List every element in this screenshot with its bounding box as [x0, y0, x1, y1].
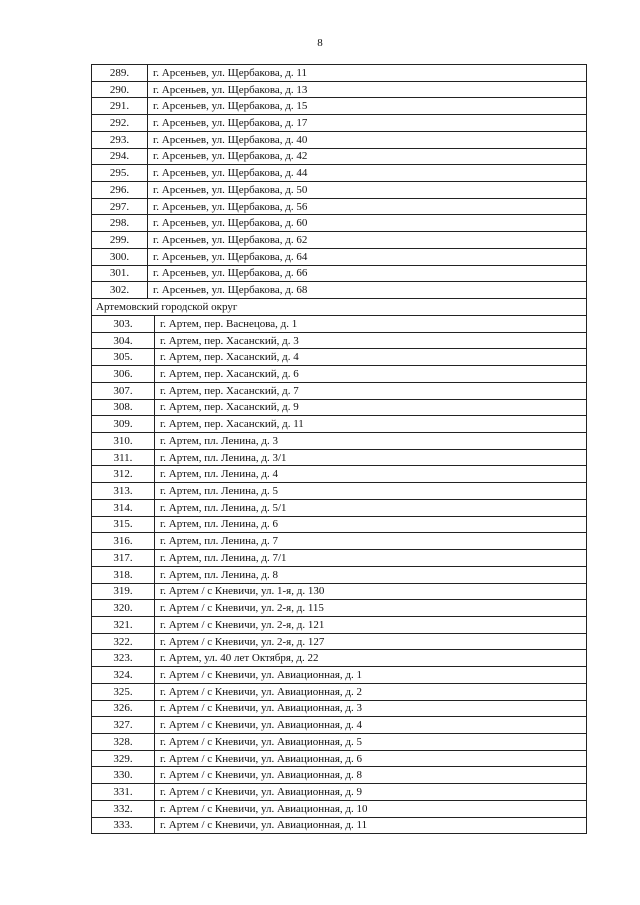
row-number: 318.	[92, 566, 155, 583]
row-number: 296.	[92, 182, 148, 199]
row-number: 307.	[92, 382, 155, 399]
row-address: г. Артем / с Кневичи, ул. Авиационная, д. 5	[155, 733, 587, 750]
table-row	[92, 316, 587, 333]
table-row	[92, 148, 587, 165]
row-number: 300.	[92, 248, 148, 265]
table-row	[92, 499, 587, 516]
row-address: г. Артем, пл. Ленина, д. 4	[155, 466, 587, 483]
table-row	[92, 466, 587, 483]
row-number: 297.	[92, 198, 148, 215]
table-row	[92, 817, 587, 834]
table-row	[92, 667, 587, 684]
row-address: г. Артем / с Кневичи, ул. 2-я, д. 121	[155, 616, 587, 633]
row-address: г. Арсеньев, ул. Щербакова, д. 17	[148, 115, 587, 132]
row-number: 313.	[92, 483, 155, 500]
row-number: 327.	[92, 717, 155, 734]
row-address: г. Арсеньев, ул. Щербакова, д. 11	[148, 65, 587, 82]
table-row	[92, 767, 587, 784]
table-row	[92, 81, 587, 98]
section-header-row	[92, 299, 587, 316]
table-row	[92, 733, 587, 750]
table-row	[92, 784, 587, 801]
table-row	[92, 65, 587, 82]
table-row	[92, 332, 587, 349]
row-number: 294.	[92, 148, 148, 165]
table-row	[92, 98, 587, 115]
section-1-body	[92, 65, 587, 299]
table-row	[92, 483, 587, 500]
row-address: г. Арсеньев, ул. Щербакова, д. 42	[148, 148, 587, 165]
row-number: 306.	[92, 366, 155, 383]
row-address: г. Арсеньев, ул. Щербакова, д. 56	[148, 198, 587, 215]
row-number: 316.	[92, 533, 155, 550]
table-row	[92, 583, 587, 600]
table-row	[92, 265, 587, 282]
row-number: 299.	[92, 232, 148, 249]
row-address: г. Артем, пл. Ленина, д. 3	[155, 433, 587, 450]
table-row	[92, 416, 587, 433]
row-address: г. Артем / с Кневичи, ул. Авиационная, д. 1	[155, 667, 587, 684]
table-row	[92, 616, 587, 633]
row-address: г. Артем, пл. Ленина, д. 6	[155, 516, 587, 533]
row-address: г. Артем / с Кневичи, ул. Авиационная, д. 2	[155, 683, 587, 700]
table-row	[92, 198, 587, 215]
row-number: 304.	[92, 332, 155, 349]
section-2-header-body	[92, 299, 587, 316]
row-number: 323.	[92, 650, 155, 667]
table-row	[92, 650, 587, 667]
table-row	[92, 115, 587, 132]
table-row	[92, 449, 587, 466]
table-row	[92, 550, 587, 567]
table-row	[92, 382, 587, 399]
row-number: 328.	[92, 733, 155, 750]
row-number: 326.	[92, 700, 155, 717]
row-address: г. Артем / с Кневичи, ул. 2-я, д. 115	[155, 600, 587, 617]
row-address: г. Артем / с Кневичи, ул. 1-я, д. 130	[155, 583, 587, 600]
row-address: г. Арсеньев, ул. Щербакова, д. 50	[148, 182, 587, 199]
row-address: г. Артем / с Кневичи, ул. 2-я, д. 127	[155, 633, 587, 650]
row-address: г. Арсеньев, ул. Щербакова, д. 13	[148, 81, 587, 98]
row-number: 324.	[92, 667, 155, 684]
section-title: Артемовский городской округ	[92, 299, 587, 316]
row-address: г. Артем / с Кневичи, ул. Авиационная, д. 3	[155, 700, 587, 717]
row-address: г. Артем / с Кневичи, ул. Авиационная, д. 4	[155, 717, 587, 734]
address-table	[91, 64, 587, 316]
table-row	[92, 182, 587, 199]
row-address: г. Арсеньев, ул. Щербакова, д. 68	[148, 282, 587, 299]
row-number: 331.	[92, 784, 155, 801]
row-address: г. Артем, пл. Ленина, д. 7	[155, 533, 587, 550]
section-2-body	[92, 316, 587, 834]
row-address: г. Арсеньев, ул. Щербакова, д. 60	[148, 215, 587, 232]
row-number: 319.	[92, 583, 155, 600]
row-number: 308.	[92, 399, 155, 416]
row-number: 314.	[92, 499, 155, 516]
table-row	[92, 516, 587, 533]
page-number: 8	[317, 37, 323, 49]
row-address: г. Арсеньев, ул. Щербакова, д. 44	[148, 165, 587, 182]
row-number: 301.	[92, 265, 148, 282]
table-row	[92, 433, 587, 450]
row-address: г. Артем, пл. Ленина, д. 7/1	[155, 550, 587, 567]
row-number: 321.	[92, 616, 155, 633]
row-address: г. Артем, пер. Хасанский, д. 11	[155, 416, 587, 433]
row-address: г. Артем, пер. Хасанский, д. 3	[155, 332, 587, 349]
row-address: г. Артем, пер. Хасанский, д. 6	[155, 366, 587, 383]
table-row	[92, 165, 587, 182]
row-address: г. Артем, пер. Хасанский, д. 7	[155, 382, 587, 399]
row-number: 290.	[92, 81, 148, 98]
row-number: 325.	[92, 683, 155, 700]
row-address: г. Арсеньев, ул. Щербакова, д. 15	[148, 98, 587, 115]
row-number: 309.	[92, 416, 155, 433]
row-address: г. Артем / с Кневичи, ул. Авиационная, д. 11	[155, 817, 587, 834]
table-row	[92, 750, 587, 767]
table-row	[92, 248, 587, 265]
row-address: г. Арсеньев, ул. Щербакова, д. 40	[148, 131, 587, 148]
row-number: 322.	[92, 633, 155, 650]
row-address: г. Артем, ул. 40 лет Октября, д. 22	[155, 650, 587, 667]
row-number: 293.	[92, 131, 148, 148]
row-number: 333.	[92, 817, 155, 834]
row-number: 332.	[92, 800, 155, 817]
row-address: г. Арсеньев, ул. Щербакова, д. 66	[148, 265, 587, 282]
row-number: 315.	[92, 516, 155, 533]
row-number: 298.	[92, 215, 148, 232]
table-row	[92, 633, 587, 650]
row-number: 310.	[92, 433, 155, 450]
row-address: г. Артем / с Кневичи, ул. Авиационная, д. 10	[155, 800, 587, 817]
row-number: 303.	[92, 316, 155, 333]
row-number: 295.	[92, 165, 148, 182]
row-address: г. Артем, пер. Васнецова, д. 1	[155, 316, 587, 333]
row-number: 292.	[92, 115, 148, 132]
address-table-continued	[91, 315, 587, 834]
table-row	[92, 215, 587, 232]
table-row	[92, 566, 587, 583]
row-address: г. Артем, пер. Хасанский, д. 4	[155, 349, 587, 366]
row-address: г. Артем / с Кневичи, ул. Авиационная, д. 6	[155, 750, 587, 767]
table-row	[92, 700, 587, 717]
table-row	[92, 533, 587, 550]
row-address: г. Арсеньев, ул. Щербакова, д. 64	[148, 248, 587, 265]
row-number: 311.	[92, 449, 155, 466]
row-number: 329.	[92, 750, 155, 767]
row-address: г. Артем, пл. Ленина, д. 3/1	[155, 449, 587, 466]
table-row	[92, 282, 587, 299]
table-row	[92, 232, 587, 249]
table-row	[92, 131, 587, 148]
row-number: 289.	[92, 65, 148, 82]
table-row	[92, 717, 587, 734]
row-address: г. Арсеньев, ул. Щербакова, д. 62	[148, 232, 587, 249]
row-number: 291.	[92, 98, 148, 115]
table-row	[92, 600, 587, 617]
table-row	[92, 800, 587, 817]
table-row	[92, 366, 587, 383]
table-row	[92, 399, 587, 416]
row-address: г. Артем, пл. Ленина, д. 8	[155, 566, 587, 583]
table-row	[92, 683, 587, 700]
row-address: г. Артем, пер. Хасанский, д. 9	[155, 399, 587, 416]
row-number: 302.	[92, 282, 148, 299]
row-address: г. Артем, пл. Ленина, д. 5/1	[155, 499, 587, 516]
row-address: г. Артем / с Кневичи, ул. Авиационная, д. 8	[155, 767, 587, 784]
row-address: г. Артем / с Кневичи, ул. Авиационная, д. 9	[155, 784, 587, 801]
row-number: 320.	[92, 600, 155, 617]
table-row	[92, 349, 587, 366]
row-number: 312.	[92, 466, 155, 483]
row-address: г. Артем, пл. Ленина, д. 5	[155, 483, 587, 500]
row-number: 330.	[92, 767, 155, 784]
row-number: 317.	[92, 550, 155, 567]
row-number: 305.	[92, 349, 155, 366]
